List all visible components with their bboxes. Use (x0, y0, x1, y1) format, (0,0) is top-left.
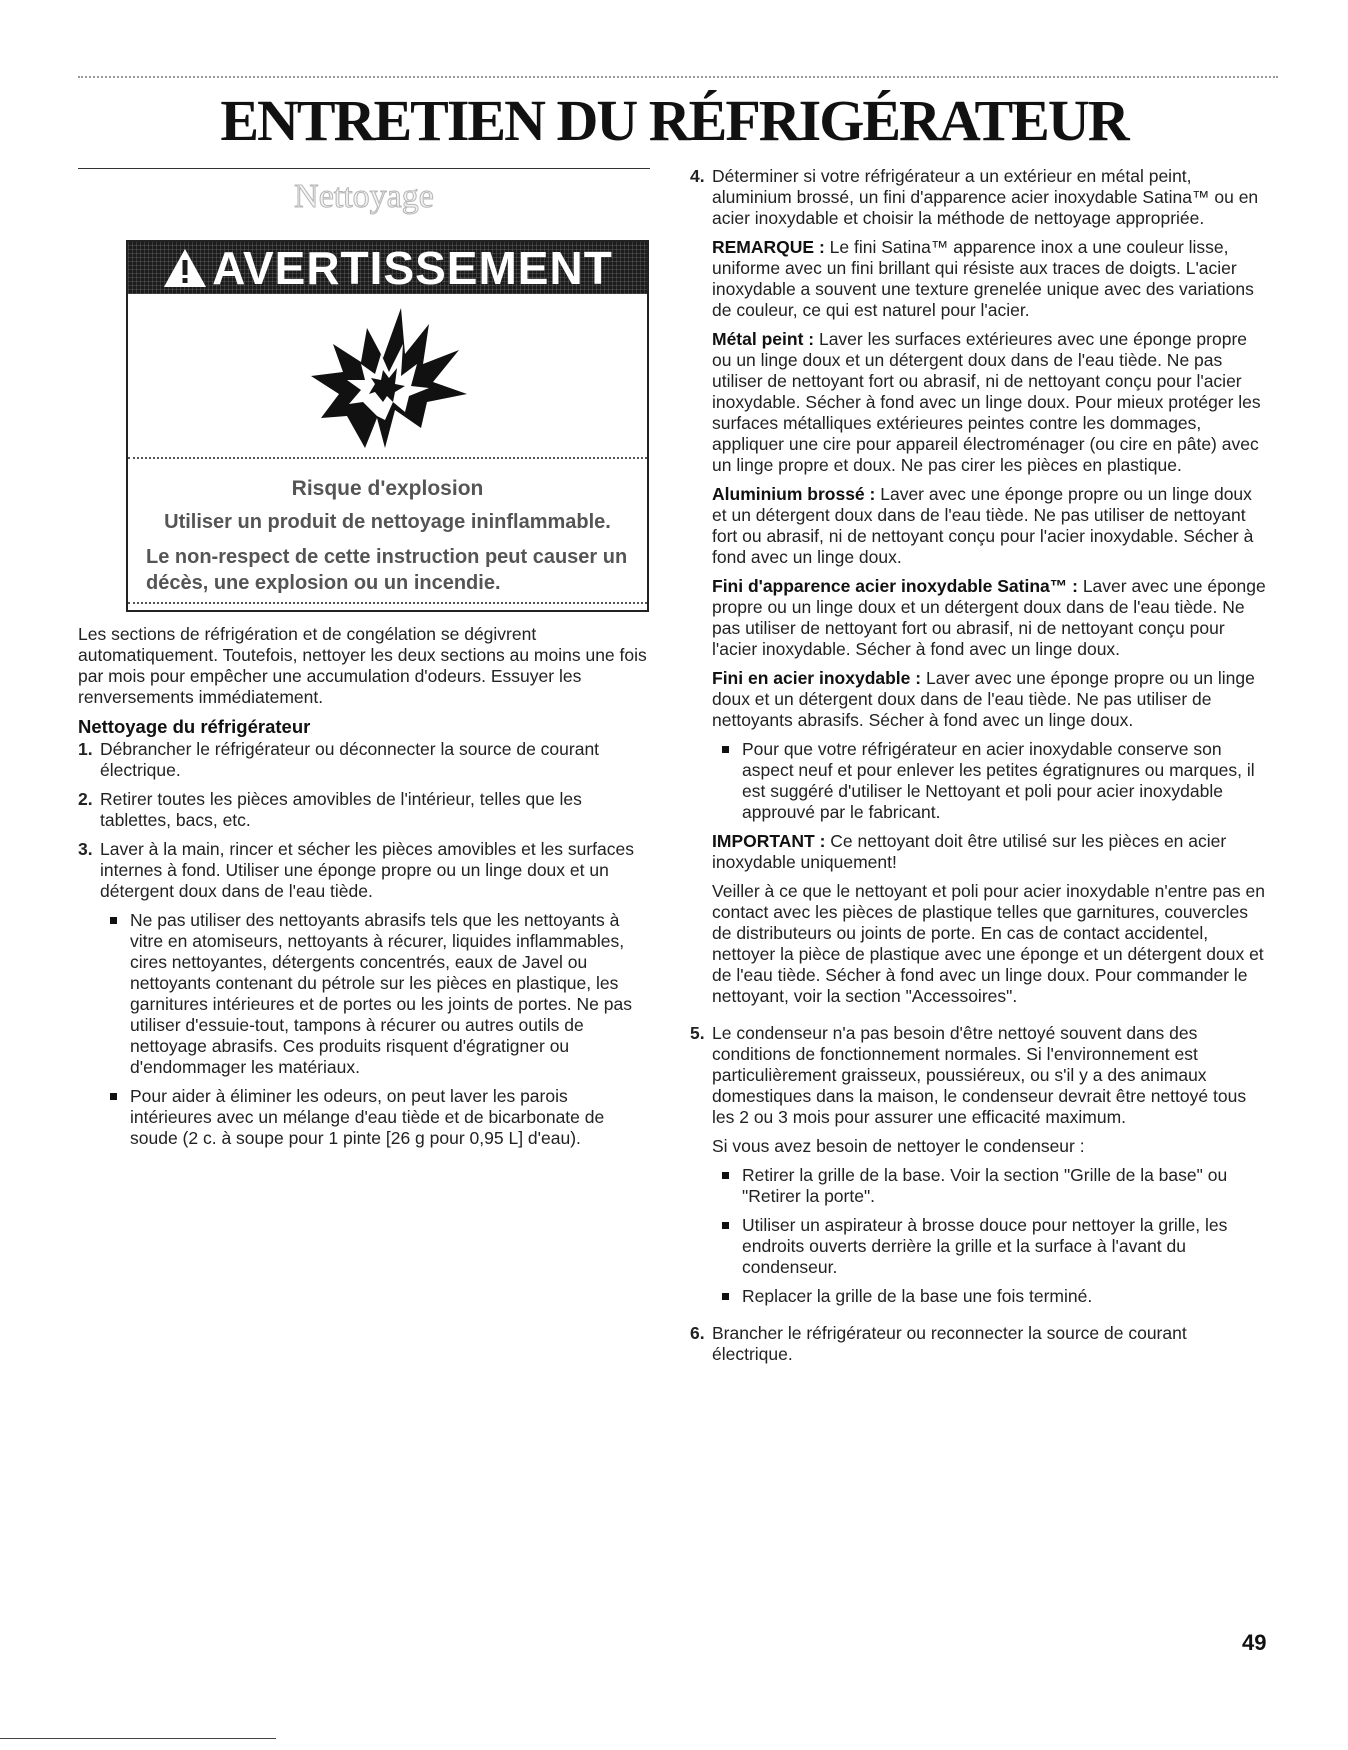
bullet-list (712, 739, 1268, 823)
inox-label: Fini en acier inoxydable : (712, 668, 922, 688)
bullet-text: Utiliser un aspirateur à brosse douce pour nettoyer la grille, les endroits ouverts derrière la grille et la surface à l'avant du condenseur. (742, 1215, 1228, 1277)
satina-paragraph (712, 576, 1268, 660)
explosion-icon (303, 298, 473, 453)
warning-triangle-icon (162, 247, 208, 289)
list-item (712, 739, 1268, 823)
step-number: 1. (78, 739, 93, 759)
list-item (100, 910, 650, 1078)
bullet-square-icon (100, 1086, 130, 1149)
bullet-square-icon (100, 910, 130, 1078)
bullet-list (100, 910, 650, 1149)
remarque-paragraph (712, 237, 1268, 321)
step-4 (690, 166, 1268, 1015)
page-number: 49 (1242, 1630, 1267, 1655)
section-rule (78, 168, 650, 169)
step-2 (78, 789, 650, 831)
metal-label: Métal peint : (712, 329, 815, 349)
intro-paragraph: Les sections de réfrigération et de congélation se dégivrent automatiquement. Toutefois, nettoyer les deux sections au moins une fois par mois pour empêcher une accumulation d'odeurs. Essuyer les renversements immédiatement. (78, 624, 647, 707)
hazard-divider (128, 457, 647, 459)
list-item (712, 1215, 1268, 1278)
step-body (712, 1023, 1268, 1315)
bullet-text: Replacer la grille de la base une fois terminé. (742, 1286, 1093, 1306)
step-3 (78, 839, 650, 1157)
warning-header-label: AVERTISSEMENT (212, 242, 613, 294)
remarque-text: Le fini Satina™ apparence inox a une couleur lisse, uniforme avec un fini brillant qui résiste aux traces de doigts. L'acier inoxydable a souvent une texture grenelée unique avec des variations de couleur, ce qui est naturel pour l'acier. (712, 237, 1254, 320)
bullet-square-icon (712, 1286, 742, 1307)
bullet-text: Pour aider à éliminer les odeurs, on peut laver les parois intérieures avec un mélange d'eau tiède et de bicarbonate de soude (2 c. à soupe pour 1 pinte [26 g pour 0,95 L] d'eau). (130, 1086, 605, 1148)
satina-label: Fini d'apparence acier inoxydable Satina™ : (712, 576, 1078, 596)
subheading: Nettoyage du réfrigérateur (78, 716, 311, 737)
step-subintro: Si vous avez besoin de nettoyer le condenseur : (712, 1136, 1085, 1156)
step-body (712, 166, 1268, 1015)
bullet-square-icon (712, 1215, 742, 1278)
step-text: Retirer toutes les pièces amovibles de l'intérieur, telles que les tablettes, bacs, etc. (100, 789, 582, 830)
hazard-title: Risque d'explosion (291, 477, 484, 500)
footer-rule (0, 1738, 276, 1739)
list-item (100, 1086, 650, 1149)
bullet-text: Ne pas utiliser des nettoyants abrasifs tels que les nettoyants à vitre en atomiseurs, nettoyants à récurer, liquides inflammables, cires nettoyantes, détergents concentrés, eaux de Javel ou nettoyants contenant du pétrole sur les pièces en plastique, les garnitures intérieures et de portes ou les joints de portes. Ne pas utiliser d'essuie-tout, tampons à récurer ou autres outils de nettoyage abrasifs. Ces produits risquent d'égratigner ou d'endommager les matériaux. (130, 910, 632, 1077)
right-column (690, 166, 1268, 1373)
warning-header (128, 242, 647, 294)
bullet-square-icon (712, 739, 742, 823)
top-dotted-rule (78, 76, 1278, 78)
inox-text: Laver avec une éponge propre ou un linge doux et un détergent doux dans de l'eau tiède. Ne pas utiliser de nettoyants abrasifs. Sécher à fond avec un linge doux. (712, 668, 1255, 730)
metal-paragraph (712, 329, 1268, 476)
bullet-text: Pour que votre réfrigérateur en acier inoxydable conserve son aspect neuf et pour enlever les petites égratignures ou marques, il est suggéré d'utiliser le Nettoyant et poli pour acier inoxydable approuvé par le fabricant. (742, 739, 1255, 822)
step-number: 6. (690, 1323, 705, 1343)
step-number: 3. (78, 839, 93, 859)
aluminium-text: Laver avec une éponge propre ou un linge doux et un détergent doux dans de l'eau tiède. Ne pas utiliser de nettoyant fort ou abrasif, ni de nettoyant conçu pour l'acier inoxydable. Sécher à fond avec un linge doux. (712, 484, 1254, 567)
step-text: Laver à la main, rincer et sécher les pièces amovibles et les surfaces internes à fond. Utiliser une éponge propre ou un linge doux et un détergent doux dans de l'eau tiède. (100, 839, 634, 901)
step-text: Brancher le réfrigérateur ou reconnecter la source de courant électrique. (712, 1323, 1187, 1364)
step-number: 4. (690, 166, 705, 186)
hazard-text-block (128, 477, 647, 596)
step-text: Débrancher le réfrigérateur ou déconnecter la source de courant électrique. (100, 739, 600, 780)
aluminium-paragraph (712, 484, 1268, 568)
step-text: Déterminer si votre réfrigérateur a un extérieur en métal peint, aluminium brossé, un fini d'apparence acier inoxydable Satina™ ou en acier inoxydable et choisir la méthode de nettoyage appropriée. (712, 166, 1259, 228)
hazard-instruction: Utiliser un produit de nettoyage ininflammable. (164, 511, 611, 533)
important-paragraph (712, 831, 1268, 873)
step-number: 5. (690, 1023, 705, 1043)
step-1 (78, 739, 650, 781)
important-text: Ce nettoyant doit être utilisé sur les pièces en acier inoxydable uniquement! (712, 831, 1227, 872)
bullet-list (712, 1165, 1268, 1307)
step-5 (690, 1023, 1268, 1315)
remarque-label: REMARQUE : (712, 237, 825, 257)
left-column (78, 624, 650, 1165)
inox-paragraph (712, 668, 1268, 731)
page-title: ENTRETIEN DU RÉFRIGÉRATEUR (220, 88, 1128, 153)
bullet-text: Retirer la grille de la base. Voir la section "Grille de la base" ou "Retirer la porte". (742, 1165, 1228, 1206)
step-6 (690, 1323, 1268, 1365)
step-number: 2. (78, 789, 93, 809)
step-body (100, 839, 650, 1157)
satina-text: Laver avec une éponge propre ou un linge doux et un détergent doux dans de l'eau tiède. Ne pas utiliser de nettoyant fort ou abrasif, ni de nettoyant conçu pour l'acier inoxydable. Sécher à fond avec un linge doux. (712, 576, 1266, 659)
hazard-consequence: Le non-respect de cette instruction peut causer un décès, une explosion ou un incendie. (146, 546, 628, 594)
important-label: IMPORTANT : (712, 831, 826, 851)
bullet-square-icon (712, 1165, 742, 1207)
step-text: Le condenseur n'a pas besoin d'être nettoyé souvent dans des conditions de fonctionnement normales. Si l'environnement est particulièrement graisseux, poussiéreux, ou s'il y a des animaux domestiques dans la maison, le condenseur devrait être nettoyé tous les 2 ou 3 mois pour assurer une efficacité maximum. (712, 1023, 1247, 1127)
metal-text: Laver les surfaces extérieures avec une éponge propre ou un linge doux et un détergent doux dans de l'eau tiède. Ne pas utiliser de nettoyant fort ou abrasif, ni de nettoyant conçu pour l'acier inoxydable. Sécher à fond avec un linge doux. Pour mieux protéger les surfaces métalliques extérieures peintes contre les dommages, appliquer une cire pour appareil électroménager (ou cire en pâte) avec un linge propre et doux. Ne pas cirer les pièces en plastique. (712, 329, 1261, 475)
list-item (712, 1165, 1268, 1207)
veiller-paragraph: Veiller à ce que le nettoyant et poli pour acier inoxydable n'entre pas en contact avec les pièces de plastique telles que garnitures, couvercles de distributeurs ou joints de porte. En cas de contact accidentel, nettoyer la pièce de plastique avec une éponge et un détergent doux et de l'eau tiède. Sécher à fond avec un linge doux. Pour commander le nettoyant, voir la section "Accessoires". (712, 881, 1266, 1006)
aluminium-label: Aluminium brossé : (712, 484, 876, 504)
warning-bottom-border (128, 602, 647, 610)
list-item (712, 1286, 1268, 1307)
section-heading: Nettoyage (294, 178, 434, 215)
warning-box (126, 240, 649, 612)
